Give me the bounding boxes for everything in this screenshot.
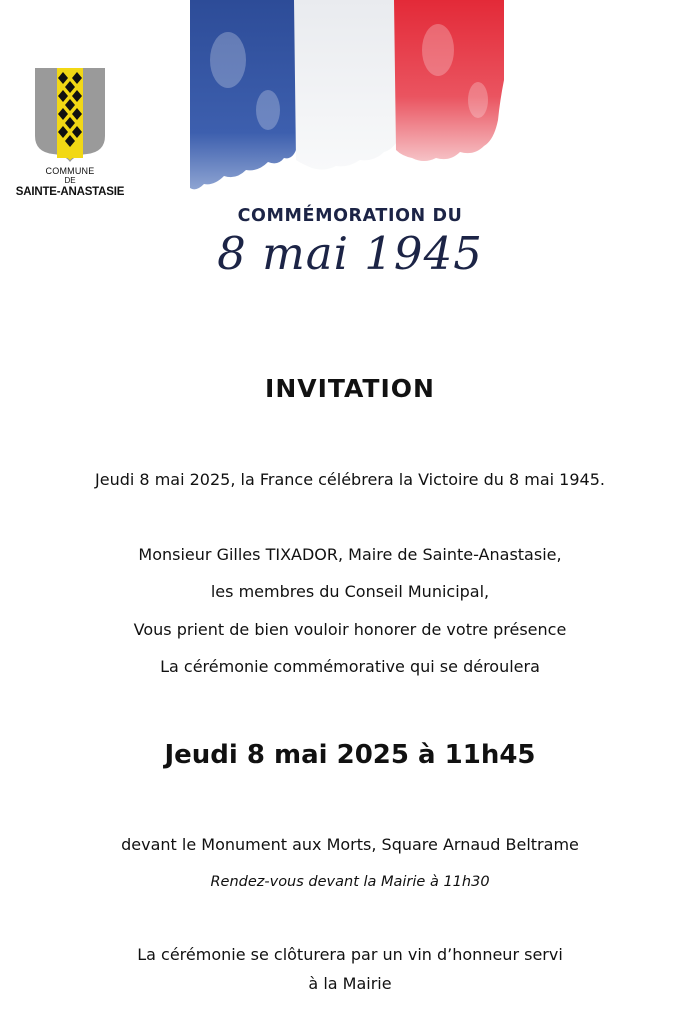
commune-crest <box>6 66 134 199</box>
crest-line-commune: COMMUNE <box>45 166 95 176</box>
paragraph-line-3: Vous prient de bien vouloir honorer de votre présence <box>133 620 567 639</box>
closing-line-1: La cérémonie se clôturera par un vin d’honneur servi <box>137 945 563 964</box>
paragraph-line-4: La cérémonie commémorative qui se déroulera <box>160 657 540 676</box>
crest-line-de: DE <box>64 176 76 185</box>
coat-of-arms-icon <box>33 66 107 164</box>
intro-text: Jeudi 8 mai 2025, la France célébrera la Victoire du 8 mai 1945. <box>95 470 605 489</box>
commune-name: SAINTE-ANASTASIE <box>15 186 125 198</box>
closing-line-2: à la Mairie <box>308 974 392 993</box>
commemoration-date-script: 8 mai 1945 <box>217 227 483 280</box>
invitation-heading: INVITATION <box>265 374 435 403</box>
paragraph-line-2: les membres du Conseil Municipal, <box>210 582 490 601</box>
commemoration-title: COMMÉMORATION DU <box>237 206 463 226</box>
rendezvous-text: Rendez-vous devant la Mairie à 11h30 <box>210 874 490 890</box>
paragraph-line-1: Monsieur Gilles TIXADOR, Maire de Sainte-Anastasie, <box>138 545 562 564</box>
event-date: Jeudi 8 mai 2025 à 11h45 <box>164 740 536 770</box>
french-flag-image <box>188 0 508 198</box>
location-text: devant le Monument aux Morts, Square Arnaud Beltrame <box>121 835 579 854</box>
